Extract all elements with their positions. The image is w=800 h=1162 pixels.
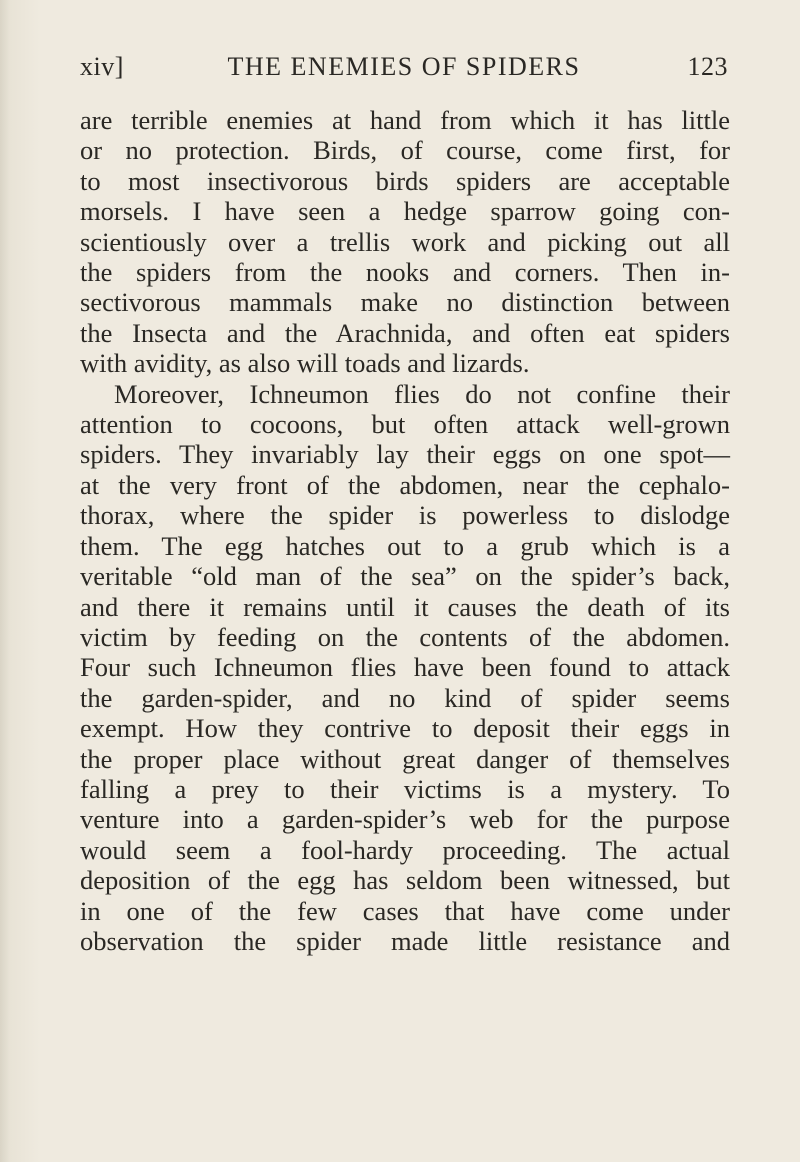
text-line: Moreover, Ichneumon flies do not confine their bbox=[114, 378, 730, 409]
text-line: Four such Ichneumon flies have been found to attack bbox=[80, 652, 730, 683]
text-line: deposition of the egg has seldom been witnessed, but bbox=[80, 865, 730, 896]
running-title: THE ENEMIES OF SPIDERS bbox=[227, 52, 581, 81]
text-line: exempt. How they contrive to deposit their eggs in bbox=[80, 713, 730, 744]
page-number: 123 bbox=[687, 52, 728, 81]
body-text bbox=[80, 105, 730, 956]
text-line: falling a prey to their victims is a mystery. To bbox=[80, 773, 730, 804]
text-line: attention to cocoons, but often attack well-grown bbox=[80, 409, 730, 440]
text-line: the Insecta and the Arachnida, and often eat spiders bbox=[80, 317, 730, 348]
text-line: the garden-spider, and no kind of spider seems bbox=[80, 682, 730, 713]
text-line: in one of the few cases that have come under bbox=[80, 895, 730, 926]
text-line: would seem a fool-hardy proceeding. The actual bbox=[80, 834, 730, 865]
text-line: veritable “old man of the sea” on the spider’s back, bbox=[80, 561, 730, 592]
text-line: sectivorous mammals make no distinction between bbox=[80, 287, 730, 318]
text-line: at the very front of the abdomen, near the cephalo- bbox=[80, 469, 730, 500]
text-line: thorax, where the spider is powerless to dislodge bbox=[80, 500, 730, 531]
text-line: and there it remains until it causes the death of its bbox=[80, 591, 730, 622]
text-line: morsels. I have seen a hedge sparrow going con- bbox=[80, 196, 730, 227]
running-header bbox=[80, 52, 728, 92]
text-line: are terrible enemies at hand from which it has little bbox=[80, 105, 730, 135]
text-line: to most insectivorous birds spiders are acceptable bbox=[80, 165, 730, 196]
chapter-number: xiv] bbox=[80, 52, 124, 81]
text-line: victim by feeding on the contents of the abdomen. bbox=[80, 621, 730, 652]
text-line: scientiously over a trellis work and picking out all bbox=[80, 226, 730, 257]
text-line: observation the spider made little resistance and bbox=[80, 925, 730, 956]
text-line: the spiders from the nooks and corners. Then in- bbox=[80, 257, 730, 288]
text-line: them. The egg hatches out to a grub which is a bbox=[80, 530, 730, 561]
text-line: with avidity, as also will toads and lizards. bbox=[80, 348, 530, 379]
text-line: the proper place without great danger of themselves bbox=[80, 743, 730, 774]
text-line: venture into a garden-spider’s web for the purpose bbox=[80, 804, 730, 835]
text-line: or no protection. Birds, of course, come first, for bbox=[80, 135, 730, 166]
text-line: spiders. They invariably lay their eggs on one spot— bbox=[80, 439, 730, 470]
